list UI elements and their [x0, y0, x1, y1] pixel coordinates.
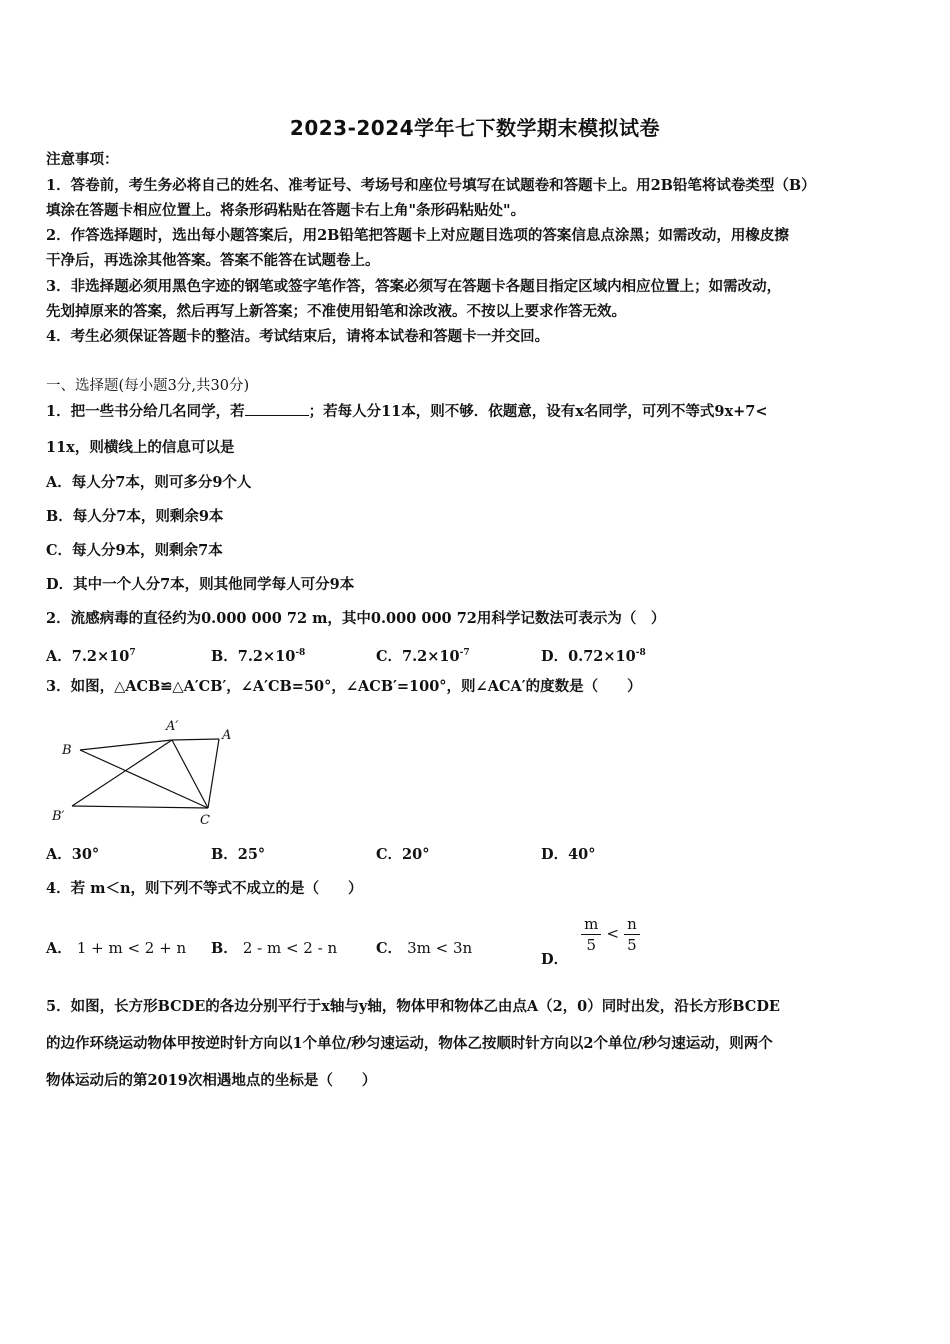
figure-label-c: C — [200, 813, 210, 828]
q2-option-c-exponent: -7 — [459, 648, 470, 658]
q3-option-b: B．25° — [211, 846, 266, 863]
segment-bprime-c — [72, 806, 208, 808]
question-5-line: 物体运动后的第2019次相遇地点的坐标是（ ） — [46, 1072, 377, 1089]
q4-option-d-relation: < — [606, 924, 620, 943]
q4-option-d — [541, 914, 640, 968]
segment-aprime-c — [172, 740, 208, 808]
question-5-line: 5．如图，长方形BCDE的各边分别平行于x轴与y轴，物体甲和物体乙由点A（2，0）同时出发，沿长方形BCDE — [46, 998, 780, 1015]
q4-option-c-expression: 3m < 3n — [407, 939, 473, 957]
notice-line: 1．答卷前，考生务必将自己的姓名、准考证号、考场号和座位号填写在试题卷和答题卡上。用2B铅笔将试卷类型（B） — [46, 177, 816, 194]
q2-option-d — [541, 643, 646, 667]
section-heading: 一、选择题(每小题3分,共30分) — [46, 378, 250, 394]
q4-option-b — [211, 938, 337, 959]
notice-line: 2．作答选择题时，选出每小题答案后，用2B铅笔把答题卡上对应题目选项的答案信息点涂黑；如需改动，用橡皮擦 — [46, 227, 789, 244]
q2-option-b — [211, 643, 305, 667]
question-5-line: 的边作环绕运动物体甲按逆时针方向以1个单位/秒匀速运动，物体乙按顺时针方向以2个单位/秒匀速运动，则两个 — [46, 1035, 773, 1052]
notice-line: 先划掉原来的答案，然后再写上新答案；不准使用铅笔和涂改液。不按以上要求作答无效。 — [46, 303, 626, 320]
figure-label-a: A — [222, 728, 232, 743]
q2-option-d-base: D．0.72×10 — [541, 648, 636, 665]
q1-option-c: C．每人分9本，则剩余7本 — [46, 542, 223, 559]
page-title: 2023-2024学年七下数学期末模拟试卷 — [289, 116, 661, 140]
q2-option-b-base: B．7.2×10 — [211, 648, 296, 665]
question-4-stem: 4．若 m＜n，则下列不等式不成立的是（ ） — [46, 880, 363, 897]
notice-header: 注意事项： — [46, 151, 119, 168]
q1-option-b: B．每人分7本，则剩余9本 — [46, 508, 224, 525]
q4-fraction-m-over-5 — [581, 914, 601, 955]
notice-line: 4．考生必须保证答题卡的整洁。考试结束后，请将本试卷和答题卡一并交回。 — [46, 328, 550, 345]
q4-option-d-label: D． — [541, 950, 569, 968]
q2-option-c-base: C．7.2×10 — [376, 648, 460, 665]
question-2-stem: 2．流感病毒的直径约为0.000 000 72 m，其中0.000 000 72用科学记数法可表示为（ ） — [46, 610, 666, 627]
q2-option-a-base: A．7.2×10 — [46, 648, 130, 665]
q4-option-a-label: A． — [46, 940, 72, 957]
q4-option-a-expression: 1 + m < 2 + n — [76, 939, 187, 957]
q2-option-c — [376, 643, 470, 667]
q2-option-a — [46, 643, 136, 667]
notice-line: 3．非选择题必须用黑色字迹的钢笔或签字笔作答，答案必须写在答题卡各题目指定区域内相应位置上；如需改动， — [46, 278, 782, 295]
q4-option-c — [376, 938, 472, 959]
q1-stem-part-c: 11x，则横线上的信息可以是 — [46, 439, 235, 456]
notice-line: 干净后，再选涂其他答案。答案不能答在试题卷上。 — [46, 252, 380, 269]
figure-label-a-prime: A′ — [166, 719, 179, 734]
q4-fraction-n-over-5 — [624, 914, 640, 955]
figure-label-b-prime: B′ — [52, 809, 65, 824]
figure-label-b: B — [62, 743, 72, 758]
segment-aprime-a — [172, 739, 219, 740]
fraction-denominator: 5 — [586, 936, 597, 954]
q4-option-c-label: C． — [376, 940, 403, 957]
q3-option-d: D．40° — [541, 846, 596, 863]
q3-triangle-figure — [48, 712, 248, 832]
fraction-numerator: m — [581, 914, 601, 935]
q3-option-c: C．20° — [376, 846, 430, 863]
q1-stem-part-a: 1．把一些书分给几名同学，若 — [46, 403, 245, 420]
q4-option-a — [46, 938, 186, 959]
q1-option-d: D．其中一个人分7本，则其他同学每人可分9本 — [46, 576, 355, 593]
q1-option-a: A．每人分7本，则可多分9个人 — [46, 474, 252, 491]
q2-option-d-exponent: -8 — [635, 648, 646, 658]
q2-option-a-exponent: 7 — [129, 648, 136, 658]
q4-option-b-expression: 2 - m < 2 - n — [242, 939, 338, 957]
q4-option-b-label: B． — [211, 940, 238, 957]
question-3-stem: 3．如图，△ACB≌△A′CB′，∠A′CB=50°，∠ACB′=100°，则∠ACA′的度数是（ ） — [46, 678, 642, 695]
fraction-denominator: 5 — [627, 936, 637, 954]
q2-option-b-exponent: -8 — [295, 648, 306, 658]
question-1-stem — [46, 401, 906, 422]
fraction-numerator: n — [624, 914, 640, 935]
q1-stem-part-b: ；若每人分11本，则不够．依题意，设有x名同学，可列不等式9x+7< — [308, 403, 768, 420]
q1-blank — [245, 401, 309, 416]
segment-a-c — [208, 739, 219, 808]
notice-line: 填涂在答题卡相应位置上。将条形码粘贴在答题卡右上角"条形码粘贴处"。 — [46, 202, 526, 219]
segment-bprime-aprime — [72, 740, 172, 806]
q3-option-a: A．30° — [46, 846, 100, 863]
